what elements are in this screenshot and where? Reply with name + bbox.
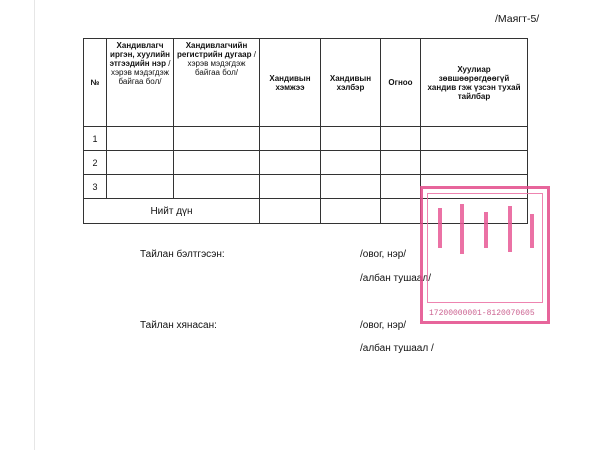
table-cell bbox=[260, 151, 321, 175]
donor-name-title: Хандивлагч иргэн, хуулийн этгээдийн нэр bbox=[109, 41, 170, 68]
reviewed-name-hint: /овог, нэр/ bbox=[360, 320, 407, 331]
row-number: 2 bbox=[84, 151, 107, 175]
table-cell bbox=[321, 175, 381, 199]
table-cell bbox=[260, 127, 321, 151]
table-cell bbox=[321, 151, 381, 175]
table-cell bbox=[321, 127, 381, 151]
row-number: 3 bbox=[84, 175, 107, 199]
official-stamp bbox=[420, 186, 550, 324]
reviewed-by-label: Тайлан хянасан: bbox=[140, 320, 217, 331]
col-header-amount: Хандивын хэмжээ bbox=[260, 39, 321, 127]
stamp-script-mark bbox=[484, 212, 488, 248]
stamp-script-mark bbox=[438, 208, 442, 248]
form-number-label: /Маягт-5/ bbox=[495, 13, 540, 25]
table-header-row bbox=[84, 39, 528, 127]
table-cell bbox=[381, 151, 421, 175]
col-header-date: Огноо bbox=[381, 39, 421, 127]
table-cell bbox=[421, 151, 528, 175]
col-header-description: Хуулиар зөвшөөрөгдөөгүй хандив гэж үзсэн тухай тайлбар bbox=[421, 39, 528, 127]
col-header-form: Хандивын хэлбэр bbox=[321, 39, 381, 127]
table-cell bbox=[421, 127, 528, 151]
stamp-script-mark bbox=[460, 204, 464, 254]
table-row bbox=[84, 151, 528, 175]
reviewed-position-hint: /албан тушаал / bbox=[360, 343, 434, 354]
table-cell bbox=[174, 127, 260, 151]
donor-name-note: /хэрэв мэдэгдэж байгаа бол/ bbox=[110, 59, 171, 86]
table-cell bbox=[381, 175, 421, 199]
register-no-title: Хандивлагчийн регистрийн дугаар bbox=[177, 41, 252, 59]
table-row bbox=[84, 127, 528, 151]
register-no-note: /хэрэв мэдэгдэж байгаа бол/ bbox=[187, 50, 256, 77]
table-cell bbox=[260, 175, 321, 199]
table-cell bbox=[321, 199, 381, 224]
total-label: Нийт дүн bbox=[84, 199, 260, 224]
stamp-number: 17200000001-8120070605 bbox=[429, 309, 535, 318]
prepared-position-hint: /албан тушаал/ bbox=[360, 273, 431, 284]
col-header-no: № bbox=[84, 39, 107, 127]
table-cell bbox=[174, 175, 260, 199]
stamp-inner-border bbox=[427, 193, 543, 303]
stamp-script-mark bbox=[508, 206, 512, 252]
table-cell bbox=[174, 151, 260, 175]
table-cell bbox=[107, 175, 174, 199]
table-cell bbox=[107, 151, 174, 175]
table-cell bbox=[381, 127, 421, 151]
stamp-script-mark bbox=[530, 214, 534, 248]
col-header-donor-name bbox=[107, 39, 174, 127]
table-cell bbox=[381, 199, 421, 224]
page-edge-line bbox=[34, 0, 35, 450]
table-cell bbox=[260, 199, 321, 224]
prepared-by-label: Тайлан бэлтгэсэн: bbox=[140, 249, 225, 260]
row-number: 1 bbox=[84, 127, 107, 151]
col-header-register-no bbox=[174, 39, 260, 127]
prepared-name-hint: /овог, нэр/ bbox=[360, 249, 407, 260]
table-cell bbox=[107, 127, 174, 151]
